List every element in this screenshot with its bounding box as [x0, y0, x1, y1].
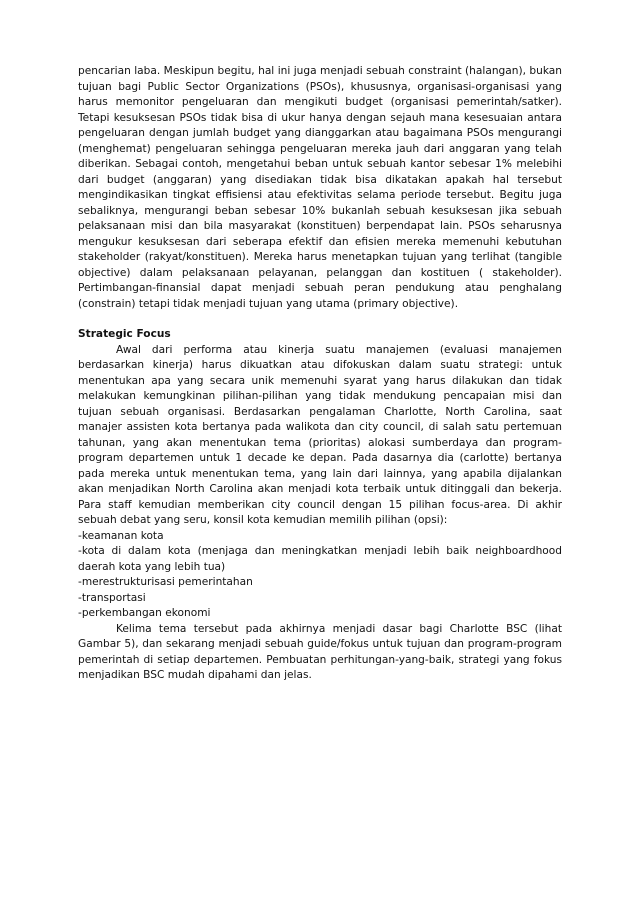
list-item: -perkembangan ekonomi: [78, 607, 211, 619]
document-page: [78, 64, 562, 684]
list-item: -kota di dalam kota (menjaga dan meningkatkan menjadi lebih baik neighboardhood daerah kota yang lebih tua): [78, 545, 562, 573]
list-item: -keamanan kota: [78, 529, 164, 542]
list-item: -merestrukturisasi pemerintahan: [78, 576, 253, 588]
intro-paragraph: pencarian laba. Meskipun begitu, hal ini juga menjadi sebuah constraint (halangan), bukan tujuan bagi Public Sector Organizations (PSOs), khususnya, organisasi-organisasi yang harus memonitor pengeluaran dan mengikuti budget (organisasi pemerintah/satker). Tetapi kesuksesan PSOs tidak bisa di ukur hanya dengan sejauh mana kesesuaian antara pengeluaran dengan jumlah budget yang dianggarkan atau bagaimana PSOs mengurangi (menghemat) pengeluaran sehingga pengeluaran mereka jauh dari anggaran yang telah diberikan. Sebagai contoh, mengetahui beban untuk sebuah kantor sebesar 1% melebihi dari budget (anggaran) yang disediakan tidak bisa dikatakan apakah hal tersebut mengindikasikan tingkat effisiensi atau efektivitas selama periode tersebut. Begitu juga sebaliknya, mengurangi beban sebesar 10% bukanlah sebuah kesuksesan jika sebuah pelaksanaan misi dan bila masyarakat (konstituen) berpendapat lain. PSOs seharusnya mengukur kesuksesan dari seberapa efektif dan efisien mereka memenuhi kebutuhan stakeholder (rakyat/konstituen). Mereka harus menetapkan tujuan yang terlihat (tangible objective) dalam pelaksanaan pelayanan, pelanggan dan kostituen ( stakeholder). Pertimbangan-finansial dapat menjadi sebuah peran pendukung atau penghalang (constrain) tetapi tidak menjadi tujuan yang utama (primary objective).: [78, 65, 562, 310]
options-list: [78, 529, 562, 622]
section-heading: Strategic Focus: [78, 328, 171, 340]
strategic-paragraph: Awal dari performa atau kinerja suatu manajemen (evaluasi manajemen berdasarkan kinerja) harus dikuatkan atau difokuskan dalam suatu strategi: untuk menentukan apa yang secara unik memenuhi syarat yang harus dilakukan dan tidak melakukan kemungkinan pilihan-pilihan yang tidak mendukung pencapaian misi dan tujuan sebuah organisasi. Berdasarkan pengalaman Charlotte, North Carolina, saat manajer assisten kota bertanya pada walikota dan city council, di salah satu pertemuan tahunan, yang akan menentukan tema (prioritas) alokasi sumberdaya dan program-program departemen untuk 1 decade ke depan. Pada dasarnya dia (carlotte) bertanya pada mereka untuk menentukan tema, yang lain dari lainnya, yang apabila dijalankan akan menjadikan North Carolina akan menjadi kota terbaik untuk ditinggali dan bekerja. Para staff kemudian memberikan city council dengan 15 pilihan focus-area. Di akhir sebuah debat yang seru, konsil kota kemudian memilih pilihan (opsi):: [78, 343, 562, 526]
closing-paragraph: Kelima tema tersebut pada akhirnya menjadi dasar bagi Charlotte BSC (lihat Gambar 5), dan sekarang menjadi sebuah guide/fokus untuk tujuan dan program-program pemerintah di setiap departemen. Pembuatan perhitungan-yang-baik, strategi yang fokus menjadikan BSC mudah dipahami dan jelas.: [78, 622, 562, 681]
list-item: -transportasi: [78, 591, 146, 604]
